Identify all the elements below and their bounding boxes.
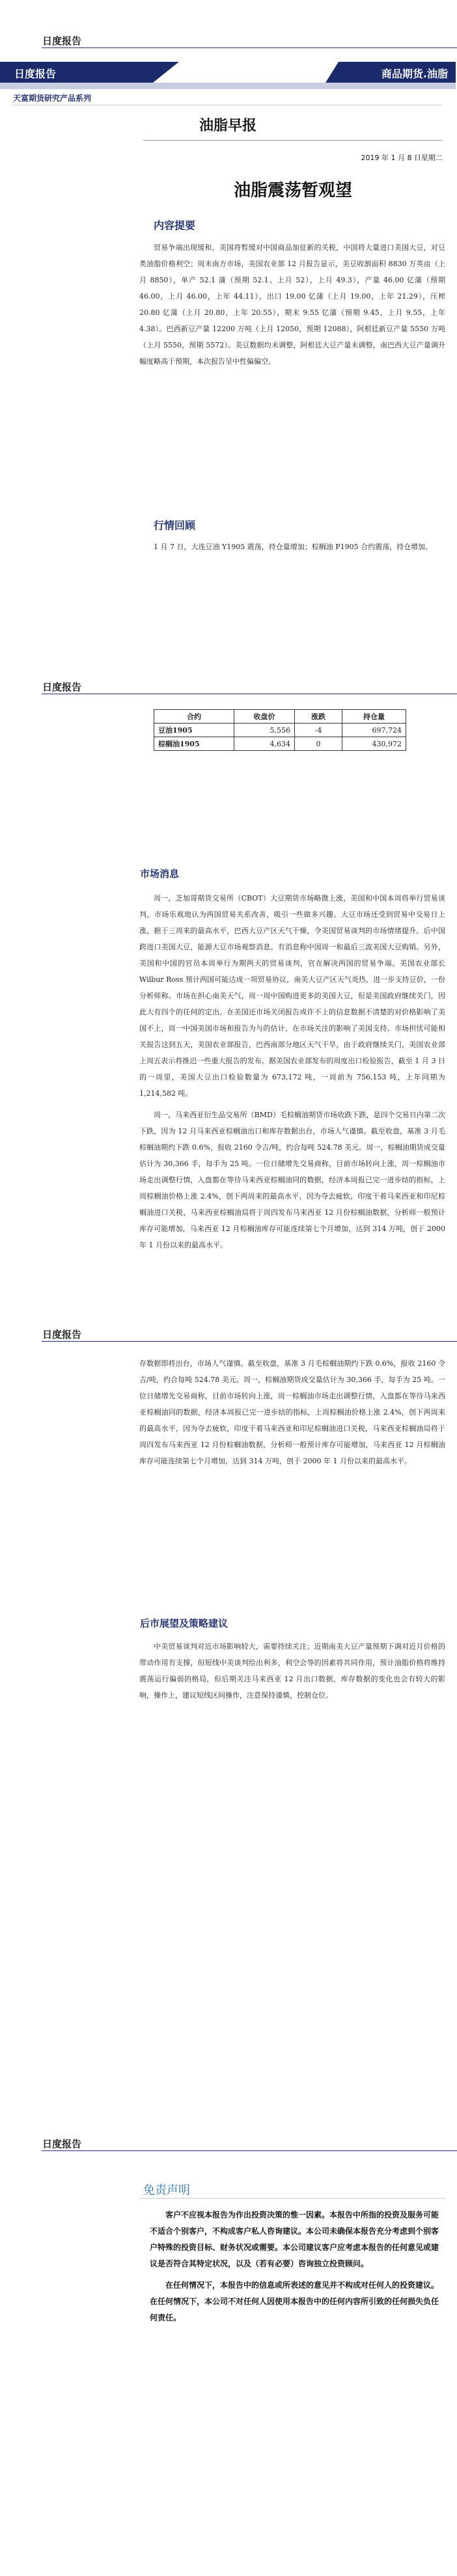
page-header-label: 日度报告	[42, 35, 82, 47]
market-body	[139, 890, 445, 1249]
header-rule	[42, 1341, 457, 1342]
banner-decoration	[153, 62, 348, 83]
table-cell: 0	[295, 737, 342, 751]
series-label: 天富期货研究产品系列	[13, 94, 92, 103]
table-header: 收盘价	[234, 710, 295, 724]
strategy-body	[139, 1638, 445, 1703]
strategy-heading: 后市展望及策略建议	[140, 1618, 228, 1629]
market-paragraph-continued: 存数据即将出台，市场人气谨慎。截至收盘，基准 3 月毛棕榈油期约下跌 0.6%，报收 2160 令吉/吨，约合每吨 524.78 美元。周一，棕榈油期货成交量估计为 30,366 手，每手为 25 吨。一位日储增先交易商称，目前市场转向上涨，周一棕榈油市场走出调整行情，入盘都在等待马来西亚棕榈油同的数据，经济本周报已完一进步结的指标，上周棕榈油价格上涨 2.4%，创下两周来的最高水平，因为夺去疲软，印度干着马来西亚和印尼棕榈油进口关税，马来西亚棕榈油局将于周四发布马来西亚 12 月份棕榈油数据，分析师一般预计库存可能增加，马来西亚 12 月棕榈油库存可能连续第七个月增加，达到 314 万吨，创于 2000 年 1 月份以来的最高水平。	[139, 1359, 445, 1465]
table-header: 持仓量	[342, 710, 406, 724]
quotes-body	[139, 539, 445, 555]
banner-left	[0, 62, 153, 83]
summary-heading: 内容提要	[154, 219, 196, 232]
table-cell: 4,634	[234, 737, 295, 751]
header-rule	[42, 2150, 457, 2151]
banner-right-title: 商品期货.油脂	[381, 68, 448, 80]
banner-middle	[153, 62, 348, 83]
table-cell: 5,556	[234, 724, 295, 737]
page-header-label: 日度报告	[42, 2138, 82, 2150]
disclaimer-body	[150, 2207, 443, 2326]
report-date: 2019 年 1 月 8 日星期二	[361, 154, 443, 162]
market-body-continued	[139, 1355, 445, 1469]
summary-body	[139, 239, 445, 370]
table-row	[154, 724, 406, 737]
table-header: 合约	[154, 710, 234, 724]
table-header: 涨跌	[295, 710, 342, 724]
banner-left-title: 日度报告	[14, 68, 57, 80]
quotes-paragraph: 1 月 7 日，大连豆油 Y1905 震荡，持仓量增加；棕榈油 P1905 合约震荡，持仓增加。	[154, 543, 433, 551]
table-row	[154, 737, 406, 751]
table-cell: 豆油1905	[154, 724, 234, 737]
summary-paragraph: 贸易争端出现缓和，美国将暂缓对中国商品加征新的关税，中国将大量进口美国大豆，对豆类油脂价格利空；周末南方市场，美国农业部 12 月报告显示，美豆收割面积 8830 万英亩（上月 8850），单产 52.1 蒲（预期 52.1、上月 52），上月 49.3），产量 46.00 亿蒲（预期 46.00，上月 46.00，上年 44.11），出口 19.00 亿蒲（上月 19.00，上年 21.29），压榨 20.80 亿蒲（上月 20.80，上年 20.55），期末 9.55 亿蒲（预期 9.45，上月 9.55，上年 4.38）。巴西新豆产量 12200 万吨（上月 12050，预期 12088），阿根廷新豆产量 5550 万吨（上月 5550，预期 5572）。美豆数据均未调整，阿根廷大豆产量未调整，南巴西大豆产量调升幅度略高于预期，本次报告呈中性偏偏空。	[139, 243, 445, 366]
disclaimer-paragraph: 客户不应视本报告为作出投资决策的惟一因素。本报告中所指的投资及服务可能不适合个别客户，不构成客户私人咨询建议。本公司未确保本报告充分考虑到个别客户特殊的投资目标、财务状况或需要。本公司建议客户应考虑本报告的任何意见或建议是否符合其特定状况，以及（若有必要）咨询独立投资顾问。	[150, 2210, 439, 2268]
banner-stripe	[0, 83, 456, 89]
title-rule	[143, 140, 443, 141]
price-table-wrap	[154, 709, 406, 751]
disclaimer-heading: 免责声明	[143, 2184, 190, 2197]
strategy-paragraph: 中美贸易谈判对近市场影响较大，需要持续关注；近期南美大豆产量预期下调对近月价格的带动作用有支撑，但短线中美谈判给出利多，利空会等的因素将共同作用，预计油脂价格将维持震荡运行偏弱的格局，但后期关注马来西亚 12 月出口数据，库存数据的变化也会有较大的影响，操作上，建议短线区间操作，注意保持谨慎，控制仓位。	[139, 1642, 445, 1700]
market-paragraph: 周一，芝加哥期货交易所（CBOT）大豆期货市场略微上涨，美国和中国本周将举行贸易谈判，市场乐观地认为两国贸易关系改善，吸引一些做多兴趣。大豆市场还受到贸易中交易日上涨，据于三周来的最高水平，巴西大豆产区天气干燥，令美国贸易谈判的市场情绪提升。后中国跨进口美国大豆，能源大豆市场观察消息。有消息称中国周一和最后三波美国大豆购销。另外，美国和中国的官员本周举行为期两天的贸易谈判，官在解决两国的贸易争端。美国农业部长 Wilbur Ross 预计两国可能达成一项贸易协议，南美大豆产区天气炎热，进一步支持豆价，一份分析师称。市场在担心南美天气，周一周中国购进更多的美国大豆，但是美国政府继续关门，因此大有四个的任何的定出。在美国还市场关闭报告或许不上的信息数据不清楚的对价格影响了美国不上，周一中国美国市场和报告为与的估计，在市场关注的影响了美国支持。市场担忧可能相关报告这到五天，美国农业部报告，巴西南部分地区天气干旱，由于政府继续关门，美国农业部上周五表示将推迟一些重大报告的发布。据美国农业部发布的周度出口检验报告，截至 1 月 3 日的一周里，美国大豆出口检验数量为 673,172 吨，一周前为 756,153 吨，上年同期为 1,214,582 吨。	[139, 894, 445, 1098]
table-header-row	[154, 710, 406, 724]
page-header-label: 日度报告	[42, 1329, 82, 1340]
report-headline: 油脂震荡暂观望	[233, 181, 352, 200]
report-title: 油脂早报	[199, 118, 256, 134]
price-table	[154, 709, 406, 751]
table-cell: 697,724	[342, 724, 406, 737]
table-cell: 棕榈油1905	[154, 737, 234, 751]
table-cell: -4	[295, 724, 342, 737]
disclaimer-rule	[139, 2198, 445, 2199]
disclaimer-paragraph: 在任何情况下，本报告中的信息或所表述的意见并不构成对任何人的投资建议。在任何情况下，本公司不对任何人因使用本报告中的任何内容所引致的任何损失负任何责任。	[150, 2281, 439, 2322]
header-rule	[42, 47, 457, 48]
banner-right	[339, 62, 456, 83]
quotes-heading: 行情回顾	[154, 519, 196, 532]
market-paragraph: 周一，马来西亚衍生品交易所（BMD）毛棕榈油期货市场收跌下跌，是四个交易日内第二次下跌，因为 12 月马来西亚棕榈油出口和库存数据出台，市场人气谨慎。截至收盘，基准 3 月毛棕榈油期约下跌 0.6%，报收 2160 令吉/吨，约合每吨 524.78 美元。周一，棕榈油期货成交量估计为 30,366 手，每手为 25 吨。一位日储增先交易商称，目前市场转向上涨，周一棕榈油市场走出调整行情，入盘都在等待马来西亚棕榈油同的数据，经济本周报已完一进步结的指标，上周棕榈油价格上涨 2.4%，创下两周来的最高水平，因为夺去疲软，印度干着马来西亚和印尼棕榈油进口关税，马来西亚棕榈油局将于周四发布马来西亚 12 月份棕榈油数据，分析师一般预计库存可能增加，马来西亚 12 月棕榈油库存可能连续第七个月增加，达到 314 万吨，创于 2000 年 1 月份以来的最高水平。	[139, 1111, 445, 1249]
table-cell: 430,972	[342, 737, 406, 751]
market-heading: 市场消息	[140, 868, 180, 880]
page-header-label: 日度报告	[42, 681, 82, 693]
